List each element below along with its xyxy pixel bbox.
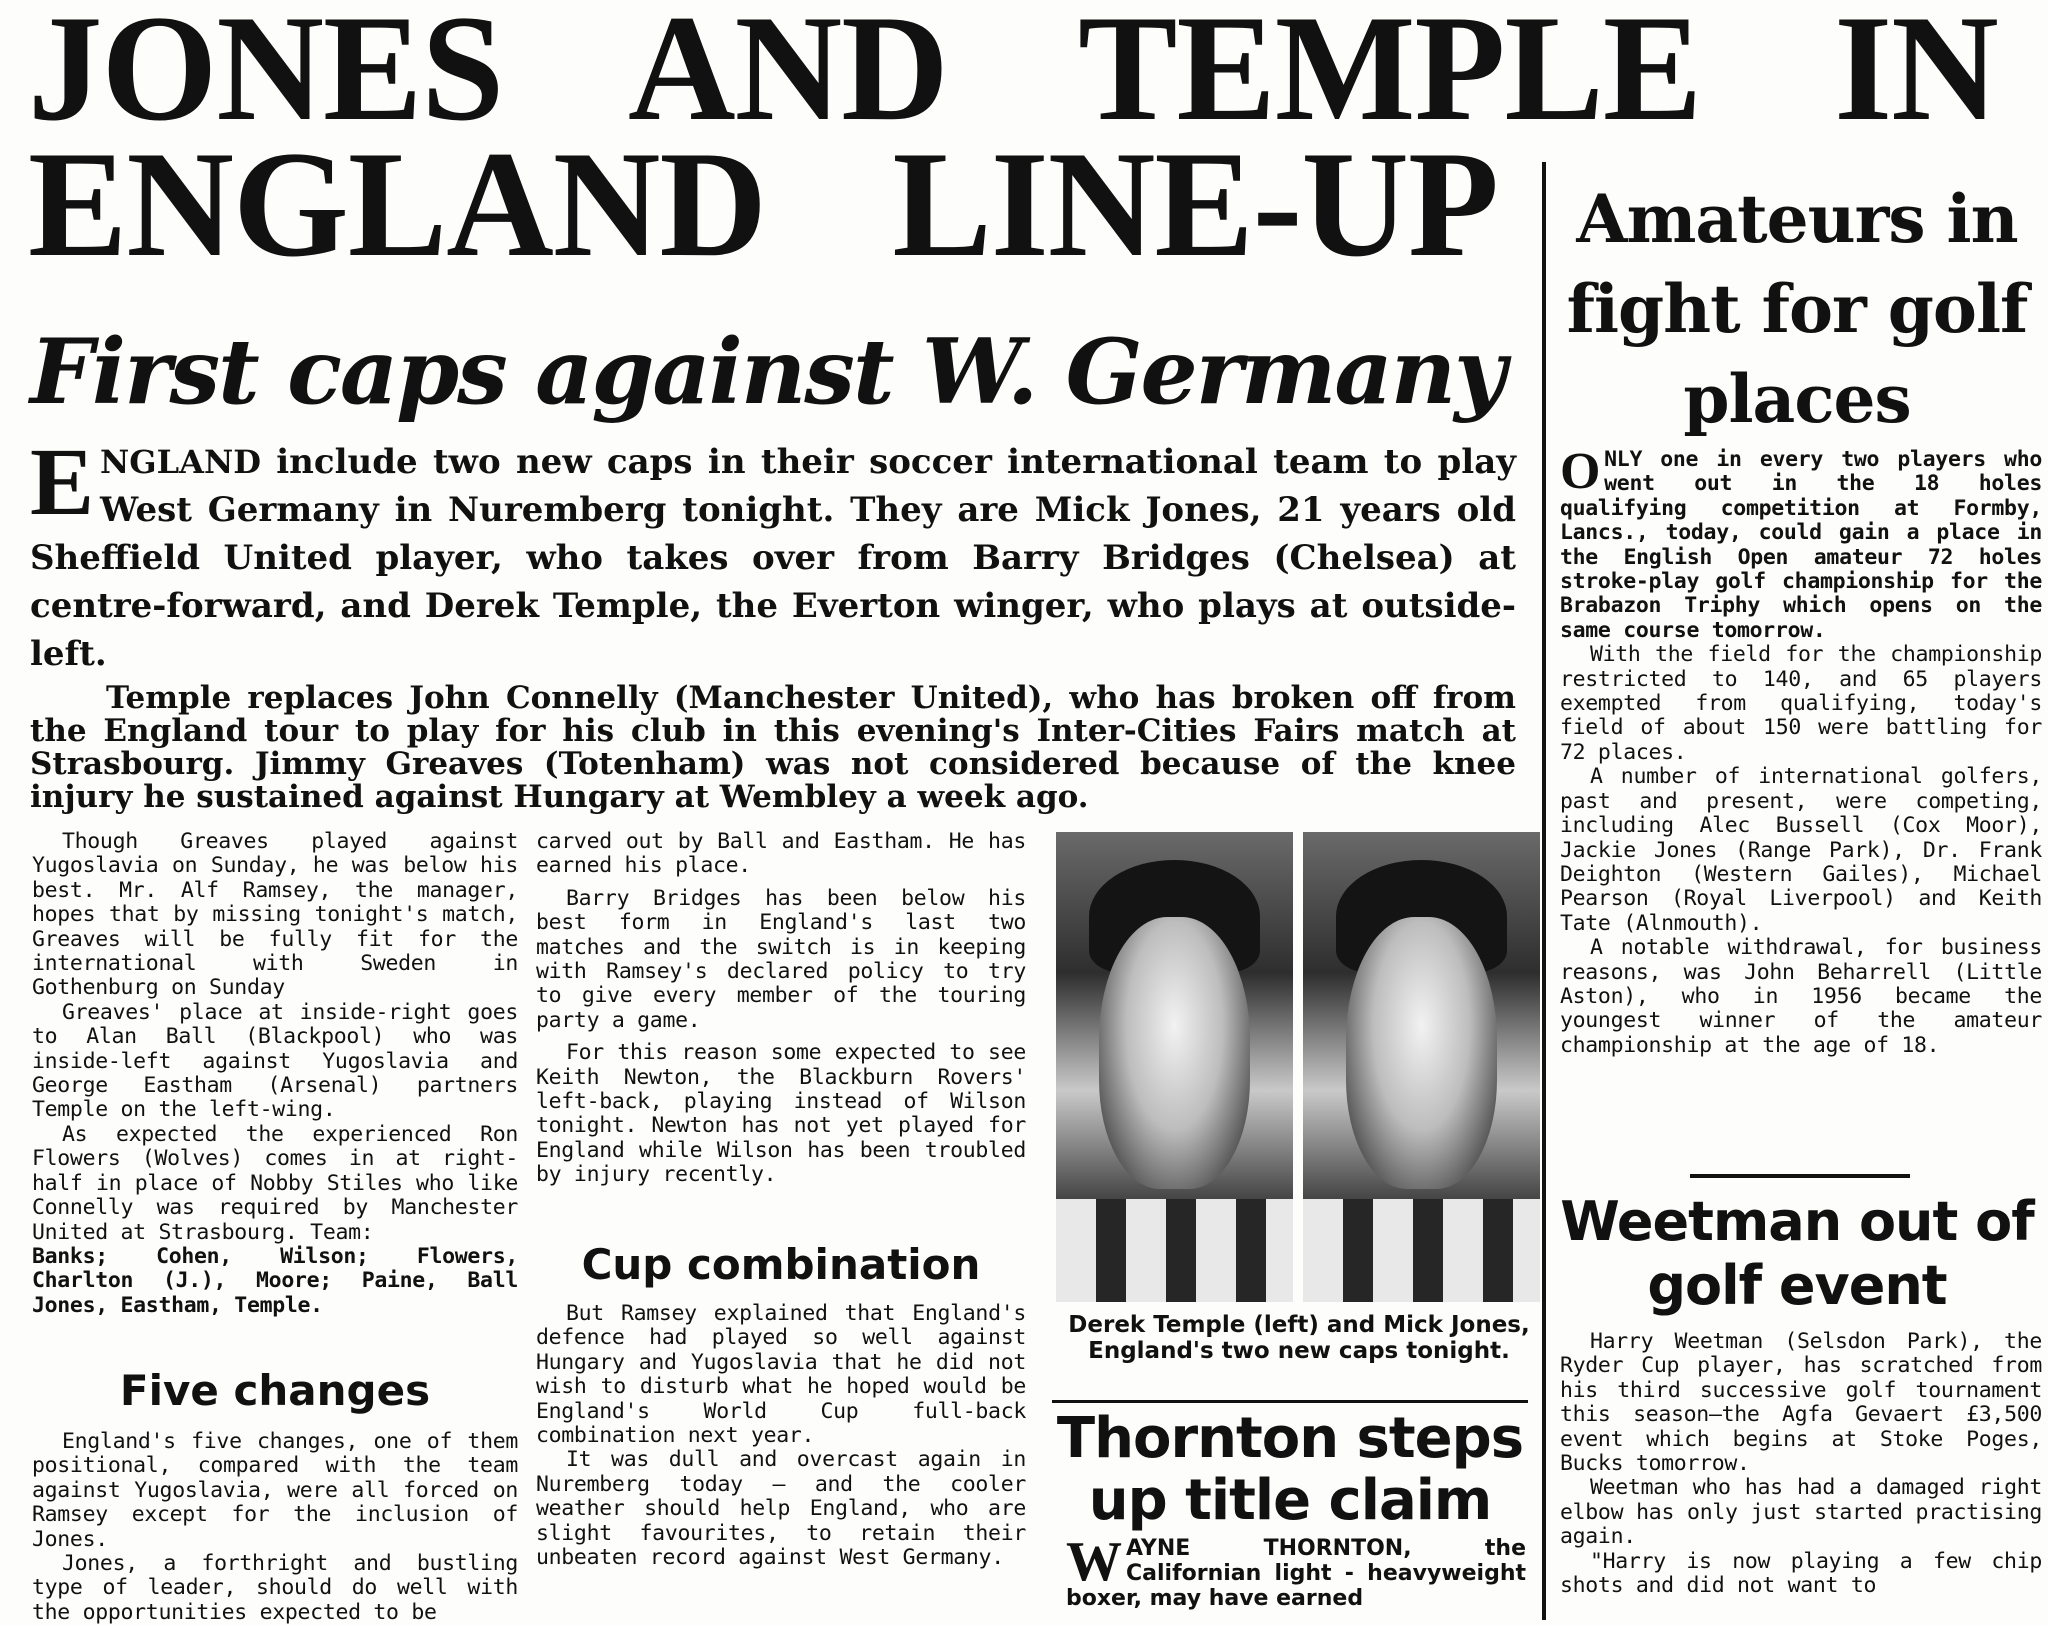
thornton-body	[1066, 1531, 1526, 1611]
photo-caption: Derek Temple (left) and Mick Jones, England's two new caps tonight.	[1068, 1312, 1530, 1364]
cup-combination-paragraph: It was dull and overcast again in Nuremberg today — and the cooler weather should help England, who are slight favourites, to retain their unbeaten record against West Germany.	[536, 1447, 1026, 1571]
five-changes-paragraph: England's five changes, one of them positional, compared with the team against Yugoslavia, were all forced on Ramsey except for the inclusion of Jones.	[32, 1429, 518, 1552]
amateurs-paragraph: A number of international golfers, past and present, were competing, including Alec Bussell (Cox Moor), Jackie Jones (Range Park), Dr. Frank Deighton (Western Gailes), Michael Pearson (Royal Liverpool) and Keith Tate (Alnmouth).	[1560, 764, 2042, 936]
thornton-headline: Thornton steps up title claim	[1056, 1406, 1524, 1533]
col2-paragraph: For this reason some expected to see Keith Newton, the Blackburn Rovers' left-back, playing instead of Wilson tonight. Newton has not yet played for England while Wilson has been troubled by injury recently.	[536, 1040, 1026, 1188]
col2-paragraph: Barry Bridges has been below his best form in England's last two matches and the switch is in keeping with Ramsey's declared policy to try to give every member of the touring party a game.	[536, 885, 1026, 1033]
five-changes-subhead: Five changes	[119, 1366, 431, 1415]
cup-combination-subhead: Cup combination	[581, 1240, 981, 1289]
col1-paragraph: Though Greaves played against Yugoslavia on Sunday, he was below his best. Mr. Alf Ramsey, the manager, hopes that by missing tonight's match, Greaves will be fully fit for the international with Sweden in Gothenburg on Sunday	[32, 829, 518, 1001]
article-column-1	[32, 830, 518, 1318]
five-changes-paragraph: Jones, a forthright and bustling type of leader, should do well with the opportunities expected to be	[32, 1551, 518, 1625]
weetman-paragraph: Harry Weetman (Selsdon Park), the Ryder Cup player, has scratched from his third successive golf tournament this season—the Agfa Gevaert £3,500 event which begins at Stoke Poges, Bucks tomorrow.	[1560, 1329, 2042, 1477]
amateurs-body	[1560, 443, 2042, 1058]
section-rule	[1052, 1400, 1528, 1403]
derek-temple-photo	[1056, 832, 1293, 1302]
short-rule	[1690, 1174, 1910, 1178]
weetman-headline: Weetman out of golf event	[1560, 1190, 2034, 1317]
lead-smallcaps: NGLAND	[100, 443, 261, 481]
lead-text: include two new caps in their soccer international team to play West Germany in Nuremberg tonight. They are Mick Jones, 21 years old Sheffield United player, who takes over from Barry Bridges (Chelsea) at centre-forward, and Derek Temple, the Everton winger, who plays at outside-left.	[30, 442, 1516, 674]
weetman-paragraph: Weetman who has had a damaged right elbow has only just started practising again.	[1560, 1475, 2042, 1550]
amateurs-drop-cap: O	[1560, 443, 1601, 500]
amateurs-paragraph: A notable withdrawal, for business reasons, was John Beharrell (Little Aston), who in 1956 became the youngest winner of the amateur championship at the age of 18.	[1560, 935, 2042, 1058]
drop-cap: E	[30, 428, 95, 535]
sub-headline: First caps against W. Germany	[30, 319, 1505, 425]
thornton-drop-cap: W	[1066, 1531, 1122, 1593]
amateurs-paragraph: With the field for the championship restricted to 140, and 65 players exempted from qualifying, today's field of about 150 were battling for 72 places.	[1560, 642, 2042, 765]
five-changes-body	[32, 1430, 518, 1625]
amateurs-lead-text: NLY one in every two players who went out in the 18 holes qualifying competition at Formby, Lancs., today, could gain a place in the English Open amateur 72 holes stroke-play golf championship for the Brabazon Triphy which opens on the same course tomorrow.	[1560, 447, 2042, 643]
headline-line-1: JONES AND TEMPLE IN	[28, 0, 1998, 152]
weetman-paragraph: "Harry is now playing a few chip shots and did not want to	[1560, 1548, 2042, 1599]
amateurs-lead	[1560, 443, 2042, 643]
cup-combination-body	[536, 1302, 1026, 1570]
second-paragraph: Temple replaces John Connelly (Manchester United), who has broken off from the England tour to play for his club in this evening's Inter-Cities Fairs match at Strasbourg. Jimmy Greaves (Totenham) was not considered because of the knee injury he sustained against Hungary at Wembley a week ago.	[30, 680, 1516, 815]
lead-paragraph	[30, 428, 1516, 678]
five-changes-subhead-wrap	[32, 1366, 518, 1415]
team-list: Banks; Cohen, Wilson; Flowers, Charlton (J.), Moore; Paine, Ball Jones, Eastham, Temple.	[32, 1243, 518, 1318]
headline-line-2: ENGLAND LINE-UP	[28, 120, 1498, 288]
player-photos	[1056, 832, 1540, 1302]
col2-paragraph: carved out by Ball and Eastham. He has earned his place.	[536, 829, 1026, 879]
article-column-2	[536, 830, 1026, 1188]
thornton-text: AYNE THORNTON, the Californian light - heavyweight boxer, may have earned	[1066, 1536, 1526, 1611]
amateurs-headline: Amateurs in fight for golf places	[1566, 180, 2028, 438]
col1-paragraph: Greaves' place at inside-right goes to Alan Ball (Blackpool) who was inside-left against Yugoslavia and George Eastham (Arsenal) partners Temple on the left-wing.	[32, 999, 518, 1123]
weetman-body	[1560, 1330, 2042, 1598]
cup-combination-paragraph: But Ramsey explained that England's defence had played so well against Hungary and Yugoslavia that he did not wish to disturb what he hoped would be England's World Cup full-back combination next year.	[536, 1301, 1026, 1449]
mick-jones-photo	[1303, 832, 1540, 1302]
cup-combination-subhead-wrap	[536, 1240, 1026, 1289]
column-divider	[1542, 162, 1546, 1620]
col1-paragraph: As expected the experienced Ron Flowers (Wolves) comes in at right-half in place of Nobby Stiles who like Connelly was required by Manchester United at Strasbourg. Team:	[32, 1121, 518, 1245]
